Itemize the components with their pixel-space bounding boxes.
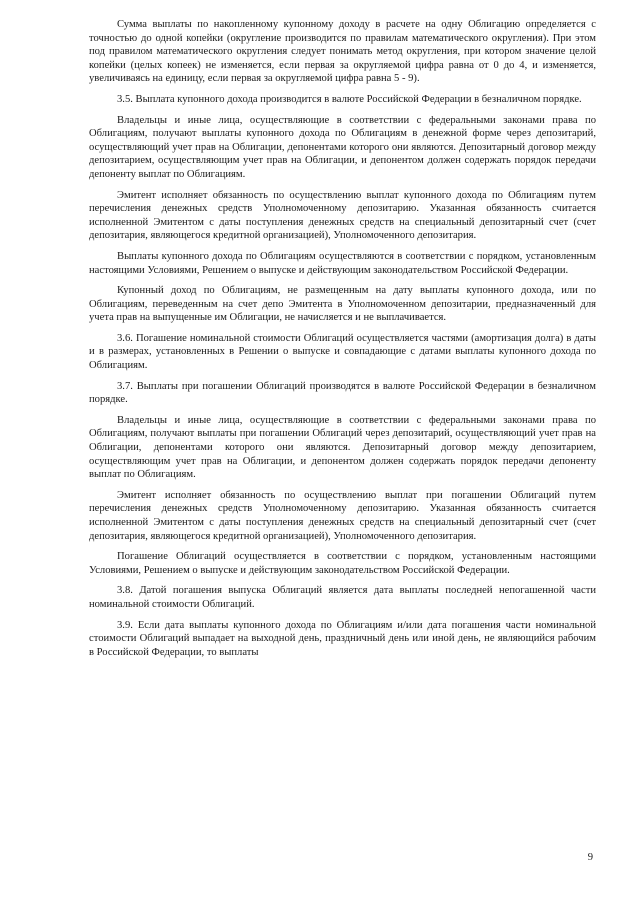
paragraph-3-7: 3.7. Выплаты при погашении Облигаций производятся в валюте Российской Федерации в безналичном порядке.	[89, 380, 596, 406]
paragraph-coupon-rounding: Сумма выплаты по накопленному купонному доходу в расчете на одну Облигацию определяется с точностью до одной копейки (округление производится по правилам математического округления). При этом под правилом математического округления следует понимать метод округления, при котором значение целой копейки (целых копеек) не изменяется, если первая за округляемой цифра равна от 0 до 4, и изменяется, увеличиваясь на единицу, если первая за округляемой цифра равна 5 - 9).	[89, 19, 596, 85]
paragraph-3-9: 3.9. Если дата выплаты купонного дохода по Облигациям и/или дата погашения части номинальной стоимости Облигаций выпадает на выходной день, праздничный день или иной день, не являющийся рабочим в Российской Федерации, то выплаты	[89, 619, 596, 658]
paragraph-redemption-holders: Владельцы и иные лица, осуществляющие в соответствии с федеральными законами права по Облигациям, получают выплаты при погашении Облигаций через депозитарий, осуществляющий учет прав на Облигации, депонентами которого они являются. Депозитарный договор между депозитарием, осуществляющим учет прав на Облигации, и депонентом должен содержать порядок передачи депоненту выплат по Облигациям.	[89, 414, 596, 481]
page-body	[89, 18, 596, 666]
paragraph-3-8: 3.8. Датой погашения выпуска Облигаций является дата выплаты последней непогашенной части номинальной стоимости Облигаций.	[89, 585, 596, 610]
paragraph-coupon-not-accrued: Купонный доход по Облигациям, не размещенным на дату выплаты купонного дохода, или по Облигациям, переведенным на счет депо Эмитента в Уполномоченном депозитарии, предназначенный для учета прав на выпущенные им Облигации, не начисляется и не выплачивается.	[89, 285, 596, 324]
page-number: 9	[587, 852, 593, 863]
paragraph-3-5: 3.5. Выплата купонного дохода производится в валюте Российской Федерации в безналичном порядке.	[117, 93, 582, 105]
paragraph-redemption-issuer-obligation: Эмитент исполняет обязанность по осуществлению выплат при погашении Облигаций путем перечисления денежных средств Уполномоченному депозитарию. Указанная обязанность считается исполненной Эмитентом с даты поступления денежных средств на специальный депозитарный счет (счет депозитария, являющегося кредитной организацией), Уполномоченного депозитария.	[89, 489, 596, 542]
paragraph-coupon-holders: Владельцы и иные лица, осуществляющие в соответствии с федеральными законами права по Облигациям, получают выплаты купонного дохода по Облигациям в денежной форме через депозитарий, осуществляющий учет прав на Облигации, депонентами которого они являются. Депозитарный договор между депозитарием, осуществляющим учет прав на Облигации, и депонентом должен содержать порядок передачи депоненту выплат по Облигациям.	[89, 114, 596, 180]
paragraph-3-6: 3.6. Погашение номинальной стоимости Облигаций осуществляется частями (амортизация долга) в даты и в размерах, установленных в Решении о выпуске и совпадающие с датами выплаты купонного дохода по Облигациям.	[89, 332, 596, 372]
paragraph-coupon-procedure: Выплаты купонного дохода по Облигациям осуществляются в соответствии с порядком, установленным настоящими Условиями, Решением о выпуске и действующим законодательством Российской Федерации.	[89, 250, 596, 276]
paragraph-coupon-issuer-obligation: Эмитент исполняет обязанность по осуществлению выплат купонного дохода по Облигациям путем перечисления денежных средств Уполномоченному депозитарию. Указанная обязанность считается исполненной Эмитентом с даты поступления денежных средств на специальный депозитарный счет (счет депозитария, являющегося кредитной организацией), Уполномоченного депозитария.	[89, 189, 596, 242]
paragraph-redemption-procedure: Погашение Облигаций осуществляется в соответствии с порядком, установленным настоящими Условиями, Решением о выпуске и действующим законодательством Российской Федерации.	[89, 551, 596, 576]
